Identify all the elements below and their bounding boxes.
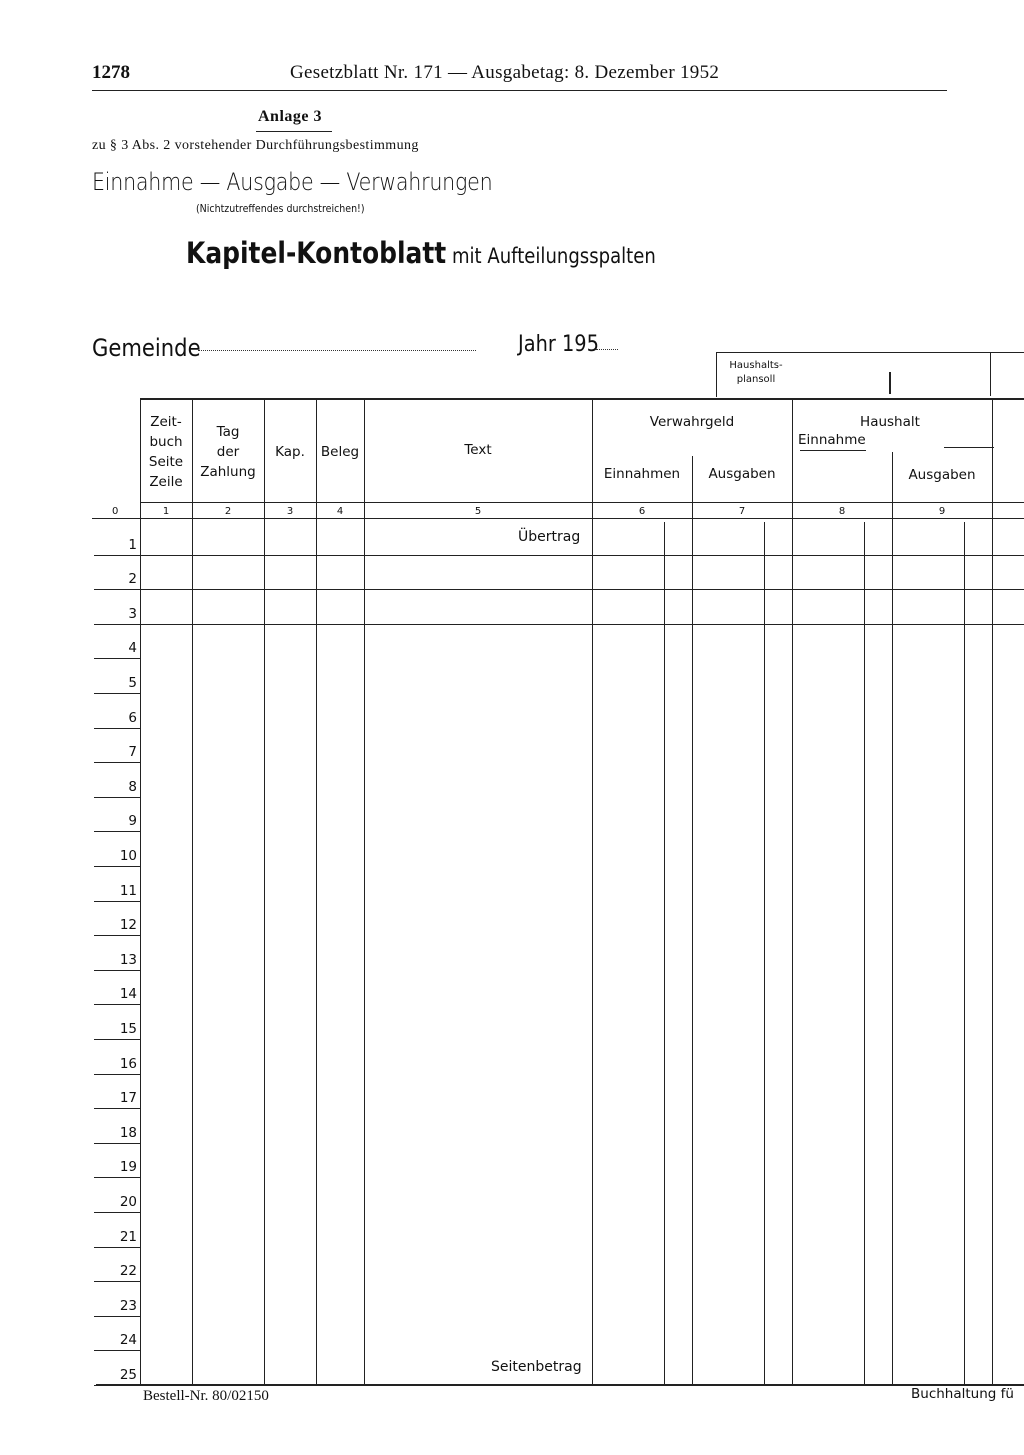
- order-number: Bestell-Nr. 80/02150: [143, 1388, 269, 1404]
- grid-vline-11: [764, 522, 765, 1384]
- row-number: 17: [119, 1090, 137, 1107]
- haushaltsplansoll-line1: Haushalts-: [729, 360, 783, 371]
- haushaltsplansoll-box: [716, 352, 795, 397]
- header-tag-2: der: [216, 444, 240, 460]
- header-kap: Kap.: [275, 444, 305, 460]
- row-number: 4: [128, 640, 137, 657]
- gemeinde-field[interactable]: [198, 350, 476, 351]
- jahr-label: Jahr 195: [518, 332, 599, 357]
- grid-vline-12: [864, 522, 865, 1384]
- annex-underline: [256, 131, 332, 132]
- row-rule: [94, 1143, 140, 1144]
- column-number: 7: [738, 506, 746, 517]
- haushalt-dash: [944, 447, 994, 448]
- column-number: 8: [838, 506, 846, 517]
- row-number: 5: [128, 675, 137, 691]
- row-rule: [94, 762, 140, 763]
- row-number: 7: [128, 744, 137, 761]
- uebertrag-label: Übertrag: [518, 529, 581, 545]
- row-rule: [94, 831, 140, 832]
- row-rule: [94, 1004, 140, 1005]
- row-rule: [94, 901, 140, 902]
- grid-vline-5: [592, 398, 593, 1384]
- header-verwahr-ausgaben: Ausgaben: [708, 466, 776, 482]
- row-rule: [94, 1247, 140, 1248]
- header-verwahrgeld: Verwahrgeld: [649, 414, 735, 430]
- gemeinde-label: Gemeinde: [92, 334, 201, 362]
- column-number-rule: [92, 518, 1024, 519]
- form-title: [186, 236, 656, 270]
- row-rule: [94, 1108, 140, 1109]
- header-text: Text: [464, 442, 492, 458]
- table-top-rule: [140, 398, 1024, 400]
- einnahme-underline: [800, 450, 866, 451]
- header-verwahr-einnahmen: Einnahmen: [603, 466, 681, 482]
- column-number: 6: [638, 506, 646, 517]
- plansoll-divider: [889, 372, 891, 394]
- row-number: 21: [119, 1228, 137, 1245]
- header-zeitbuch-3: Seite: [148, 454, 184, 470]
- row-number: 19: [119, 1159, 137, 1176]
- row-number: 14: [119, 986, 137, 1003]
- publisher-footer: Buchhaltung fü: [911, 1386, 1014, 1402]
- header-haushalt: Haushalt: [860, 414, 920, 430]
- row-rule: [94, 555, 1024, 556]
- grid-vline-9: [992, 398, 993, 1384]
- table-bottom-rule: [96, 1384, 1024, 1386]
- row-number: 20: [119, 1194, 137, 1210]
- grid-vline-2: [264, 398, 265, 1384]
- row-number: 13: [119, 951, 137, 968]
- row-rule: [94, 693, 140, 694]
- grid-vline-4: [364, 398, 365, 1384]
- row-rule: [94, 658, 140, 659]
- haushaltsplansoll-label: [717, 359, 795, 387]
- plansoll-right-rule: [990, 352, 991, 396]
- header-beleg: Beleg: [320, 444, 360, 460]
- column-number: 2: [224, 506, 232, 517]
- header-zeitbuch-4: Zeile: [149, 474, 183, 490]
- row-number: 10: [119, 848, 137, 864]
- row-rule: [94, 1177, 140, 1178]
- row-number: 1: [128, 536, 137, 553]
- row-rule: [94, 970, 140, 971]
- header-haushalt-ausgaben: Ausgaben: [908, 467, 976, 483]
- column-number: 1: [162, 506, 170, 517]
- grid-vline-10: [664, 522, 665, 1384]
- row-rule: [94, 1350, 140, 1351]
- grid-vline-7: [792, 398, 793, 1384]
- row-rule: [94, 797, 140, 798]
- column-number: 3: [286, 506, 294, 517]
- header-bottom-rule: [140, 502, 1024, 503]
- row-number: 9: [128, 813, 137, 830]
- form-type-line: Einnahme — Ausgabe — Verwahrungen: [92, 168, 493, 196]
- annex-title: Anlage 3: [258, 108, 322, 125]
- row-rule: [94, 1281, 140, 1282]
- header-haushalt-einnahme: Einnahme: [798, 432, 866, 448]
- column-number: 9: [938, 506, 946, 517]
- gazette-title: Gesetzblatt Nr. 171 — Ausgabetag: 8. Dezember 1952: [290, 62, 720, 83]
- grid-vline-1: [192, 398, 193, 1384]
- form-title-bold: Kapitel-Kontoblatt: [186, 236, 447, 270]
- row-rule: [94, 728, 140, 729]
- row-rule: [94, 935, 140, 936]
- row-number: 3: [128, 605, 137, 622]
- header-zeitbuch-1: Zeit-: [150, 414, 182, 430]
- grid-vline-13: [964, 522, 965, 1384]
- row-number: 18: [119, 1124, 137, 1141]
- header-zeitbuch: [140, 412, 192, 492]
- row-number: 12: [119, 917, 137, 934]
- row-rule: [94, 1039, 140, 1040]
- grid-vline-0: [140, 398, 141, 1384]
- form-type-note: (Nichtzutreffendes durchstreichen!): [196, 203, 365, 215]
- row-rule: [94, 589, 1024, 590]
- row-number: 22: [119, 1263, 137, 1280]
- row-rule: [94, 1074, 140, 1075]
- column-number: 5: [474, 506, 482, 517]
- form-title-rest: mit Aufteilungsspalten: [446, 244, 656, 268]
- row-number: 16: [119, 1055, 137, 1072]
- haushaltsplansoll-line2: plansoll: [736, 374, 776, 385]
- row-number: 25: [119, 1367, 137, 1383]
- annex-reference: zu § 3 Abs. 2 vorstehender Durchführungsbestimmung: [92, 138, 419, 153]
- row-number: 11: [119, 882, 137, 899]
- header-zeitbuch-2: buch: [149, 434, 183, 450]
- page-header: [0, 62, 1024, 88]
- row-number: 23: [119, 1297, 137, 1314]
- header-rule: [92, 90, 947, 91]
- page-number: 1278: [92, 62, 130, 83]
- grid-vline-8: [892, 452, 893, 1384]
- row-number: 6: [128, 709, 137, 726]
- grid-vline-6: [692, 456, 693, 1384]
- column-number: 4: [336, 506, 344, 517]
- seitenbetrag-label: Seitenbetrag: [491, 1359, 582, 1375]
- header-tag-3: Zahlung: [200, 464, 256, 480]
- column-number: 0: [112, 506, 119, 517]
- row-rule: [94, 624, 1024, 625]
- row-number: 2: [128, 571, 137, 588]
- jahr-field[interactable]: [596, 349, 618, 350]
- row-number: 15: [119, 1021, 137, 1037]
- row-rule: [94, 1316, 140, 1317]
- header-tag-1: Tag: [216, 424, 240, 440]
- grid-vline-3: [316, 398, 317, 1384]
- row-number: 24: [119, 1332, 137, 1349]
- row-rule: [94, 1212, 140, 1213]
- header-tag-der-zahlung: [192, 422, 264, 482]
- row-number: 8: [128, 778, 137, 795]
- row-rule: [94, 866, 140, 867]
